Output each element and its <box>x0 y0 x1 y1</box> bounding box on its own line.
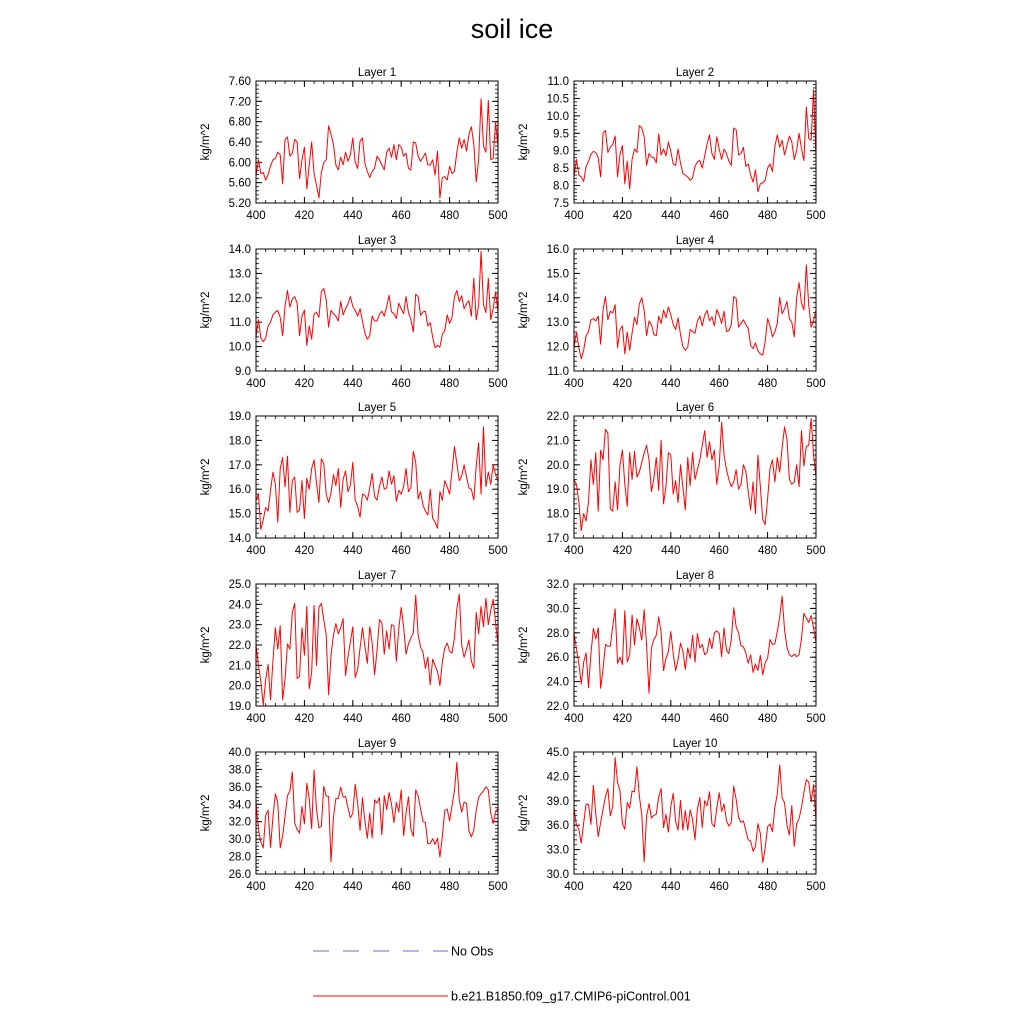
x-tick-label: 480 <box>758 210 778 222</box>
plot-frame <box>256 81 498 203</box>
y-axis-label: kg/m^2 <box>200 794 212 832</box>
y-tick-label: 30.0 <box>546 869 569 881</box>
y-tick-label: 20.0 <box>228 680 251 693</box>
y-tick-label: 22.0 <box>546 701 569 713</box>
y-tick-label: 33.0 <box>546 844 569 857</box>
panel-title: Layer 9 <box>357 738 397 750</box>
x-tick-label: 480 <box>440 545 460 557</box>
y-axis-label: kg/m^2 <box>200 123 212 161</box>
x-tick-label: 400 <box>246 881 266 893</box>
panel-title: Layer 1 <box>357 67 397 79</box>
series-line-model <box>256 251 498 347</box>
series-line-model <box>574 418 816 530</box>
series-line-model <box>574 758 816 863</box>
y-tick-label: 7.20 <box>228 96 251 109</box>
x-tick-label: 460 <box>709 378 729 390</box>
x-tick-label: 420 <box>612 210 632 222</box>
x-tick-label: 500 <box>488 545 508 557</box>
x-tick-label: 500 <box>806 210 826 222</box>
y-tick-label: 34.0 <box>228 799 251 812</box>
y-axis-label: kg/m^2 <box>200 291 212 329</box>
x-tick-label: 400 <box>246 545 266 557</box>
x-tick-label: 480 <box>758 713 778 725</box>
chart-panel-layer-8 <box>518 570 826 725</box>
x-tick-label: 500 <box>488 713 508 725</box>
x-tick-label: 460 <box>391 713 411 725</box>
series-line-model <box>574 265 816 359</box>
y-tick-label: 20.0 <box>546 459 569 472</box>
y-tick-label: 8.5 <box>553 163 569 176</box>
x-tick-label: 400 <box>564 378 584 390</box>
y-tick-label: 22.0 <box>228 640 251 652</box>
y-tick-label: 7.60 <box>228 76 251 88</box>
y-tick-label: 14.0 <box>228 244 251 256</box>
x-tick-label: 400 <box>246 378 266 390</box>
y-axis-label: kg/m^2 <box>518 458 530 496</box>
x-tick-label: 500 <box>806 378 826 390</box>
x-tick-label: 420 <box>294 881 314 893</box>
chart-panel-layer-10 <box>518 738 826 893</box>
legend-model-label: b.e21.B1850.f09_g17.CMIP6-piControl.001 <box>451 989 691 1004</box>
chart-panel-layer-3 <box>200 235 508 390</box>
y-axis-label: kg/m^2 <box>518 291 530 329</box>
y-axis-label: kg/m^2 <box>518 626 530 664</box>
x-tick-label: 440 <box>661 210 681 222</box>
x-tick-label: 440 <box>661 378 681 390</box>
x-tick-label: 440 <box>661 545 681 557</box>
y-tick-label: 16.0 <box>228 484 251 497</box>
y-tick-label: 9.5 <box>553 128 569 141</box>
y-tick-label: 5.20 <box>228 198 251 210</box>
chart-panel-layer-9 <box>200 738 508 893</box>
x-tick-label: 480 <box>758 881 778 893</box>
y-tick-label: 32.0 <box>546 579 569 591</box>
x-tick-label: 480 <box>758 545 778 557</box>
y-tick-label: 30.0 <box>546 603 569 616</box>
y-tick-label: 17.0 <box>228 459 251 472</box>
y-tick-label: 17.0 <box>546 533 569 545</box>
y-tick-label: 11.0 <box>547 366 569 378</box>
series-line-model <box>256 427 498 529</box>
y-axis-label: kg/m^2 <box>200 458 212 496</box>
panel-title: Layer 10 <box>672 738 718 750</box>
y-tick-label: 18.0 <box>228 435 251 448</box>
y-tick-label: 11.0 <box>229 317 251 330</box>
x-tick-label: 500 <box>806 881 826 893</box>
chart-panel-layer-5 <box>200 402 508 557</box>
x-tick-label: 420 <box>294 713 314 725</box>
x-tick-label: 480 <box>440 210 460 222</box>
x-tick-label: 400 <box>564 713 584 725</box>
y-axis-label: kg/m^2 <box>200 626 212 664</box>
y-tick-label: 10.0 <box>546 110 569 123</box>
x-tick-label: 440 <box>343 713 363 725</box>
y-tick-label: 13.0 <box>228 268 251 281</box>
y-tick-label: 28.0 <box>546 627 569 640</box>
y-tick-label: 9.0 <box>553 145 569 158</box>
panel-title: Layer 3 <box>357 235 397 247</box>
y-tick-label: 15.0 <box>546 268 569 281</box>
y-tick-label: 39.0 <box>546 795 569 808</box>
x-tick-label: 420 <box>612 378 632 390</box>
series-line-model <box>256 762 498 861</box>
y-tick-label: 12.0 <box>228 292 251 305</box>
panel-title: Layer 4 <box>675 235 715 247</box>
chart-panel-layer-6 <box>518 402 826 557</box>
y-tick-label: 19.0 <box>228 411 251 423</box>
y-tick-label: 10.0 <box>228 341 251 354</box>
y-tick-label: 42.0 <box>546 771 569 784</box>
y-tick-label: 16.0 <box>546 244 569 256</box>
y-tick-label: 6.80 <box>228 116 251 129</box>
x-tick-label: 500 <box>488 881 508 893</box>
x-tick-label: 460 <box>709 713 729 725</box>
x-tick-label: 440 <box>343 881 363 893</box>
x-tick-label: 420 <box>294 210 314 222</box>
y-tick-label: 6.40 <box>228 137 251 149</box>
y-tick-label: 26.0 <box>228 869 251 881</box>
x-tick-label: 500 <box>806 545 826 557</box>
plot-frame <box>256 752 498 874</box>
y-tick-label: 40.0 <box>228 747 251 759</box>
x-tick-label: 460 <box>391 210 411 222</box>
x-tick-label: 400 <box>246 713 266 725</box>
chart-panel-layer-1 <box>200 67 508 222</box>
chart-panel-layer-2 <box>518 67 826 222</box>
y-tick-label: 5.60 <box>228 177 251 190</box>
x-tick-label: 460 <box>709 210 729 222</box>
y-tick-label: 25.0 <box>228 579 251 591</box>
y-tick-label: 22.0 <box>546 411 569 423</box>
y-tick-label: 23.0 <box>228 619 251 632</box>
series-line-model <box>574 596 816 693</box>
y-tick-label: 13.0 <box>546 317 569 330</box>
legend <box>313 945 691 1004</box>
y-tick-label: 9.0 <box>235 366 251 378</box>
panel-title: Layer 6 <box>675 402 715 414</box>
x-tick-label: 440 <box>343 378 363 390</box>
x-tick-label: 400 <box>564 545 584 557</box>
y-tick-label: 21.0 <box>228 660 251 673</box>
series-line-model <box>574 90 816 192</box>
chart-panels <box>200 67 826 893</box>
x-tick-label: 480 <box>440 713 460 725</box>
x-tick-label: 500 <box>488 378 508 390</box>
chart-panel-layer-7 <box>200 570 508 725</box>
x-tick-label: 460 <box>391 881 411 893</box>
y-tick-label: 19.0 <box>546 484 569 497</box>
figure-title: soil ice <box>470 14 554 44</box>
x-tick-label: 440 <box>661 713 681 725</box>
y-tick-label: 10.5 <box>546 93 569 106</box>
y-tick-label: 12.0 <box>546 341 569 354</box>
y-tick-label: 18.0 <box>546 508 569 521</box>
y-tick-label: 28.0 <box>228 851 251 864</box>
y-tick-label: 8.0 <box>553 180 569 193</box>
x-tick-label: 420 <box>612 713 632 725</box>
y-tick-label: 38.0 <box>228 764 251 777</box>
panel-title: Layer 8 <box>675 570 715 582</box>
y-tick-label: 7.5 <box>553 198 569 210</box>
y-tick-label: 14.0 <box>228 533 251 545</box>
series-line-model <box>256 99 498 198</box>
x-tick-label: 440 <box>343 210 363 222</box>
y-tick-label: 15.0 <box>228 508 251 521</box>
legend-obs-label: No Obs <box>451 944 494 959</box>
x-tick-label: 440 <box>343 545 363 557</box>
x-tick-label: 460 <box>709 881 729 893</box>
plot-frame <box>256 249 498 371</box>
x-tick-label: 400 <box>564 881 584 893</box>
x-tick-label: 500 <box>488 210 508 222</box>
x-tick-label: 420 <box>612 881 632 893</box>
chart-panel-layer-4 <box>518 235 826 390</box>
y-tick-label: 11.0 <box>547 76 569 88</box>
x-tick-label: 420 <box>294 378 314 390</box>
x-tick-label: 480 <box>440 378 460 390</box>
y-tick-label: 14.0 <box>546 292 569 305</box>
series-line-model <box>256 594 498 705</box>
y-tick-label: 36.0 <box>546 820 569 833</box>
panel-title: Layer 5 <box>357 402 397 414</box>
panel-title: Layer 7 <box>357 570 397 582</box>
y-tick-label: 19.0 <box>228 701 251 713</box>
x-tick-label: 420 <box>294 545 314 557</box>
x-tick-label: 400 <box>246 210 266 222</box>
x-tick-label: 440 <box>661 881 681 893</box>
y-axis-label: kg/m^2 <box>518 794 530 832</box>
plot-frame <box>256 416 498 538</box>
y-tick-label: 6.00 <box>228 157 251 170</box>
x-tick-label: 460 <box>391 545 411 557</box>
y-tick-label: 32.0 <box>228 816 251 829</box>
y-tick-label: 24.0 <box>228 599 251 612</box>
x-tick-label: 460 <box>391 378 411 390</box>
y-tick-label: 45.0 <box>546 747 569 759</box>
x-tick-label: 420 <box>612 545 632 557</box>
y-tick-label: 26.0 <box>546 652 569 665</box>
panel-title: Layer 2 <box>675 67 715 79</box>
x-tick-label: 400 <box>564 210 584 222</box>
x-tick-label: 500 <box>806 713 826 725</box>
x-tick-label: 480 <box>440 881 460 893</box>
y-tick-label: 36.0 <box>228 781 251 794</box>
x-tick-label: 460 <box>709 545 729 557</box>
y-tick-label: 24.0 <box>546 676 569 689</box>
plot-frame <box>574 249 816 371</box>
y-tick-label: 30.0 <box>228 834 251 847</box>
plot-frame <box>574 81 816 203</box>
x-tick-label: 480 <box>758 378 778 390</box>
y-axis-label: kg/m^2 <box>518 123 530 161</box>
y-tick-label: 21.0 <box>546 435 569 448</box>
